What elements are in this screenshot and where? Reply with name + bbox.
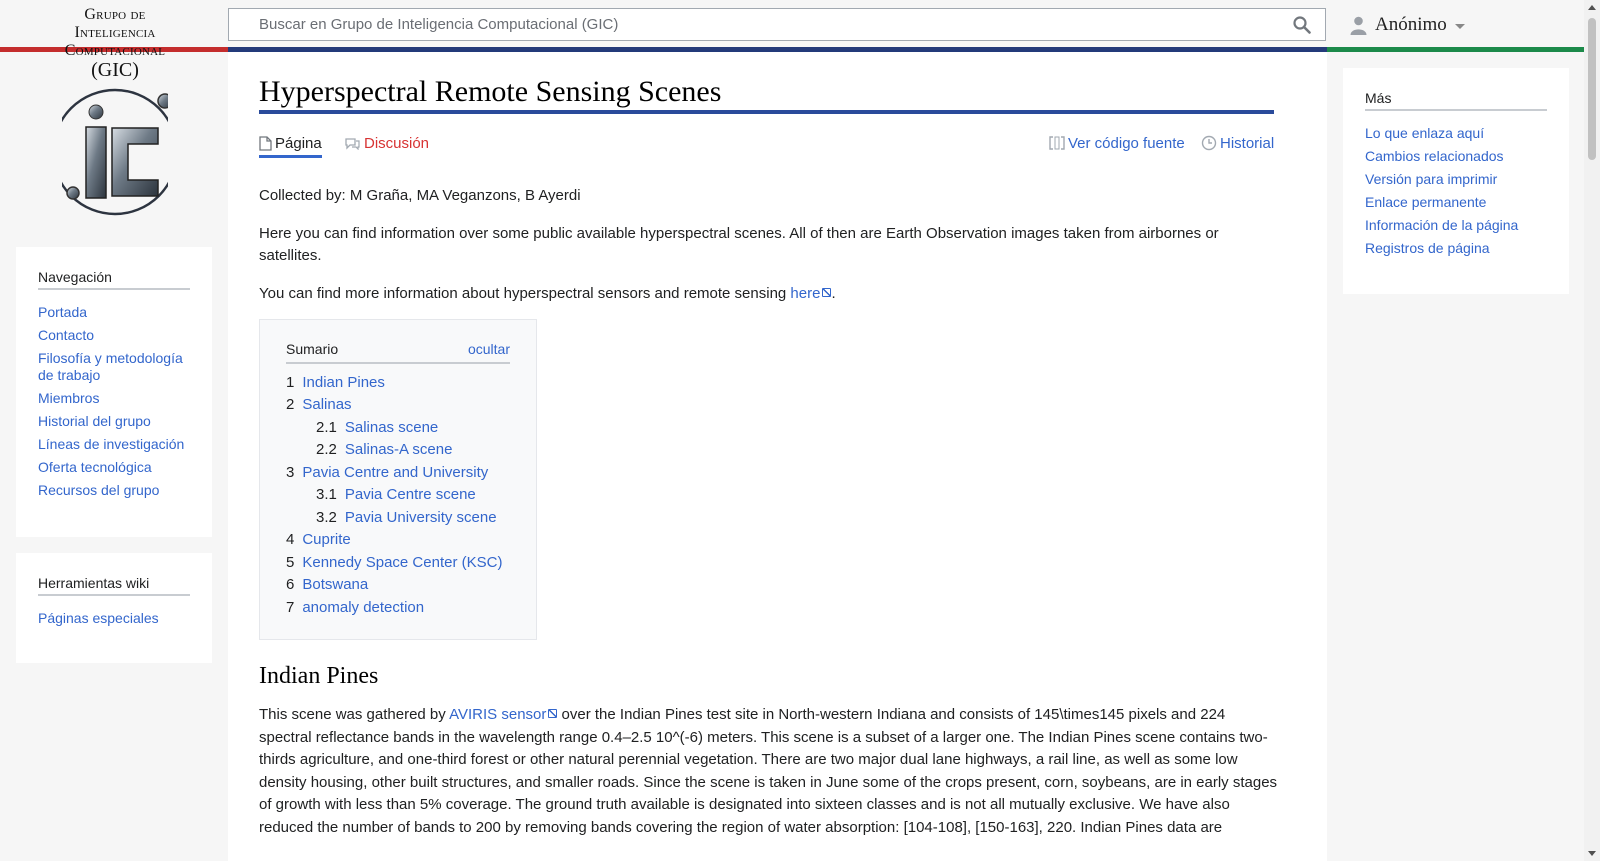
toc-item-number: 5: [286, 553, 295, 571]
toc-link-ksc[interactable]: Kennedy Space Center (KSC): [302, 553, 503, 571]
sidebar-item-miembros[interactable]: Miembros: [38, 390, 100, 406]
tab-page[interactable]: [259, 131, 322, 158]
page-icon: [259, 136, 272, 151]
sidebar-item-contacto[interactable]: Contacto: [38, 327, 95, 343]
right-item-lo-que-enlaza[interactable]: Lo que enlaza aquí: [1365, 125, 1485, 141]
toc-item-number: 7: [286, 598, 295, 616]
logo-text-line3: Computacional: [64, 42, 166, 59]
toc-link-pavia-centre[interactable]: Pavia Centre scene: [344, 486, 476, 503]
discussion-icon: [344, 137, 361, 150]
sidebar-item-oferta-tecnologica[interactable]: Oferta tecnológica: [38, 459, 152, 475]
scrollbar-thumb[interactable]: [1588, 18, 1596, 160]
indian-pines-text-start: This scene was gathered by: [259, 706, 450, 723]
search-button[interactable]: [1279, 9, 1325, 40]
toc-item-number: 3: [286, 463, 295, 481]
tab-history[interactable]: [1201, 131, 1274, 155]
section-heading-indian-pines: Indian Pines: [259, 663, 379, 689]
tab-history-label: Historial: [1220, 134, 1275, 152]
page-scrollbar[interactable]: [1584, 0, 1600, 861]
sidebar-item-historial-grupo[interactable]: Historial del grupo: [38, 413, 151, 429]
toc-item[interactable]: [286, 462, 510, 485]
clock-icon: [1201, 135, 1217, 151]
tab-page-label: Página: [275, 134, 322, 152]
toc-item-number: 2.1: [316, 418, 337, 436]
search-bar: [228, 8, 1326, 41]
user-icon: [1350, 16, 1367, 35]
toc-link-cuprite[interactable]: Cuprite: [302, 531, 351, 548]
right-sidebar-title: Más: [1365, 90, 1547, 111]
toc-item-number: 2.2: [316, 441, 337, 458]
main-content: [228, 52, 1327, 861]
sidebar-item-portada[interactable]: Portada: [38, 304, 88, 320]
toc-item[interactable]: [286, 574, 510, 597]
toc-item[interactable]: [286, 484, 510, 507]
logo-text-line1: Grupo de: [84, 6, 146, 23]
page-title: Hyperspectral Remote Sensing Scenes: [259, 74, 1274, 114]
toc-link-pavia-university[interactable]: Pavia University scene: [344, 508, 497, 526]
toc-item[interactable]: [286, 597, 510, 620]
toc-link-indian-pines[interactable]: Indian Pines: [302, 373, 385, 391]
toc-link-pavia[interactable]: Pavia Centre and University: [302, 463, 489, 481]
toc-item-number: 3.1: [316, 486, 337, 503]
sidebar-item-filosofia[interactable]: Filosofía y metodología de trabajo: [38, 350, 183, 383]
toc-link-anomaly-detection[interactable]: anomaly detection: [302, 598, 425, 616]
user-name: Anónimo: [1375, 14, 1447, 35]
search-icon: [1293, 16, 1311, 34]
tab-view-source[interactable]: [1049, 131, 1185, 155]
user-menu[interactable]: [1350, 14, 1465, 36]
sidebar-tools-title: Herramientas wiki: [38, 575, 190, 596]
sidebar-tools: [16, 553, 212, 663]
article-body: [259, 185, 1279, 854]
toc-item-number: 6: [286, 576, 295, 593]
right-item-cambios-relacionados[interactable]: Cambios relacionados: [1365, 148, 1504, 164]
toc-link-salinas[interactable]: Salinas: [302, 396, 352, 413]
logo-text-line2: Inteligencia: [74, 24, 156, 41]
toc-item[interactable]: [286, 372, 510, 395]
site-logo[interactable]: [20, 6, 210, 218]
logo-text-line4: (GIC): [91, 59, 139, 81]
toc-link-salinas-scene[interactable]: Salinas scene: [344, 418, 439, 436]
toc-link-botswana[interactable]: Botswana: [302, 576, 369, 593]
more-info-end: .: [831, 284, 836, 302]
sidebar-nav-title: Navegación: [38, 269, 190, 290]
gic-logo-icon: [62, 82, 168, 218]
tab-discussion-label: Discusión: [364, 134, 430, 152]
more-info-paragraph: [259, 283, 1279, 306]
here-external-link[interactable]: here: [790, 285, 831, 302]
sidebar-item-paginas-especiales[interactable]: Páginas especiales: [38, 610, 159, 626]
toc-item[interactable]: [286, 394, 510, 417]
toc-item-number: 2: [286, 396, 295, 413]
table-of-contents: [259, 319, 537, 640]
right-item-informacion-pagina[interactable]: Información de la página: [1365, 217, 1519, 233]
right-item-registros-pagina[interactable]: Registros de página: [1365, 240, 1490, 256]
toc-link-salinas-a-scene[interactable]: Salinas-A scene: [344, 441, 453, 458]
toc-item[interactable]: [286, 507, 510, 530]
search-input[interactable]: [229, 10, 1279, 39]
right-item-enlace-permanente[interactable]: Enlace permanente: [1365, 194, 1487, 210]
aviris-sensor-link[interactable]: AVIRIS sensor: [449, 706, 557, 723]
scroll-up-icon[interactable]: [1588, 5, 1596, 10]
scroll-down-icon[interactable]: [1588, 851, 1596, 856]
toc-item[interactable]: [286, 439, 510, 462]
sidebar-item-recursos[interactable]: Recursos del grupo: [38, 482, 160, 498]
more-info-text: You can find more information about hyperspectral sensors and remote sensing: [259, 284, 791, 302]
collected-by-paragraph: Collected by: M Graña, MA Veganzons, B Ayerdi: [259, 187, 581, 204]
right-item-version-imprimir[interactable]: Versión para imprimir: [1365, 171, 1498, 187]
toc-toggle-link[interactable]: ocultar: [467, 341, 510, 357]
chevron-down-icon: [1455, 24, 1465, 29]
toc-item[interactable]: [286, 552, 510, 575]
toc-item[interactable]: [286, 417, 510, 440]
toc-item-number: 3.2: [316, 508, 337, 526]
sidebar-navigation: [16, 247, 212, 537]
indian-pines-text-rest: over the Indian Pines test site in North-western Indiana and consists of 145\times145 pixels and 224 spectral reflectance bands in the wavelength range 0.4–2.5 10^(-6) meters. This scene is a subset of a larger one. The Indian Pines scene contains two-thirds agriculture, and one-third forest or other natural perennial vegetation. There are two major dual lane highways, a rail line, as well as some low density housing, other built structures, and smaller roads. Since the scene is taken in June some of the crops present, corn, soybeans, are in early stages of growth with less than 5% coverage. The ground truth available is designated into sixteen classes and is not all mutually exclusive. We have also reduced the number of bands to 200 by removing bands covering the region of water absorption: [104-108], [150-163], 220. Indian Pines data are: [259, 706, 1278, 836]
toc-item-number: 4: [286, 531, 295, 548]
toc-item[interactable]: [286, 529, 510, 552]
source-code-icon: [1049, 136, 1065, 150]
sidebar-item-lineas-investigacion[interactable]: Líneas de investigación: [38, 436, 185, 452]
toc-item-number: 1: [286, 373, 295, 391]
intro-paragraph: Here you can find information over some public available hyperspectral scenes. All of then are Earth Observation images taken from airbornes or satellites.: [259, 224, 1219, 264]
tab-discussion[interactable]: [344, 131, 429, 155]
toc-title: Sumario: [286, 341, 339, 357]
tab-view-source-label: Ver código fuente: [1068, 134, 1185, 152]
page-tabs: [259, 131, 1296, 159]
right-sidebar-more: [1343, 68, 1569, 294]
indian-pines-paragraph: [259, 704, 1279, 839]
